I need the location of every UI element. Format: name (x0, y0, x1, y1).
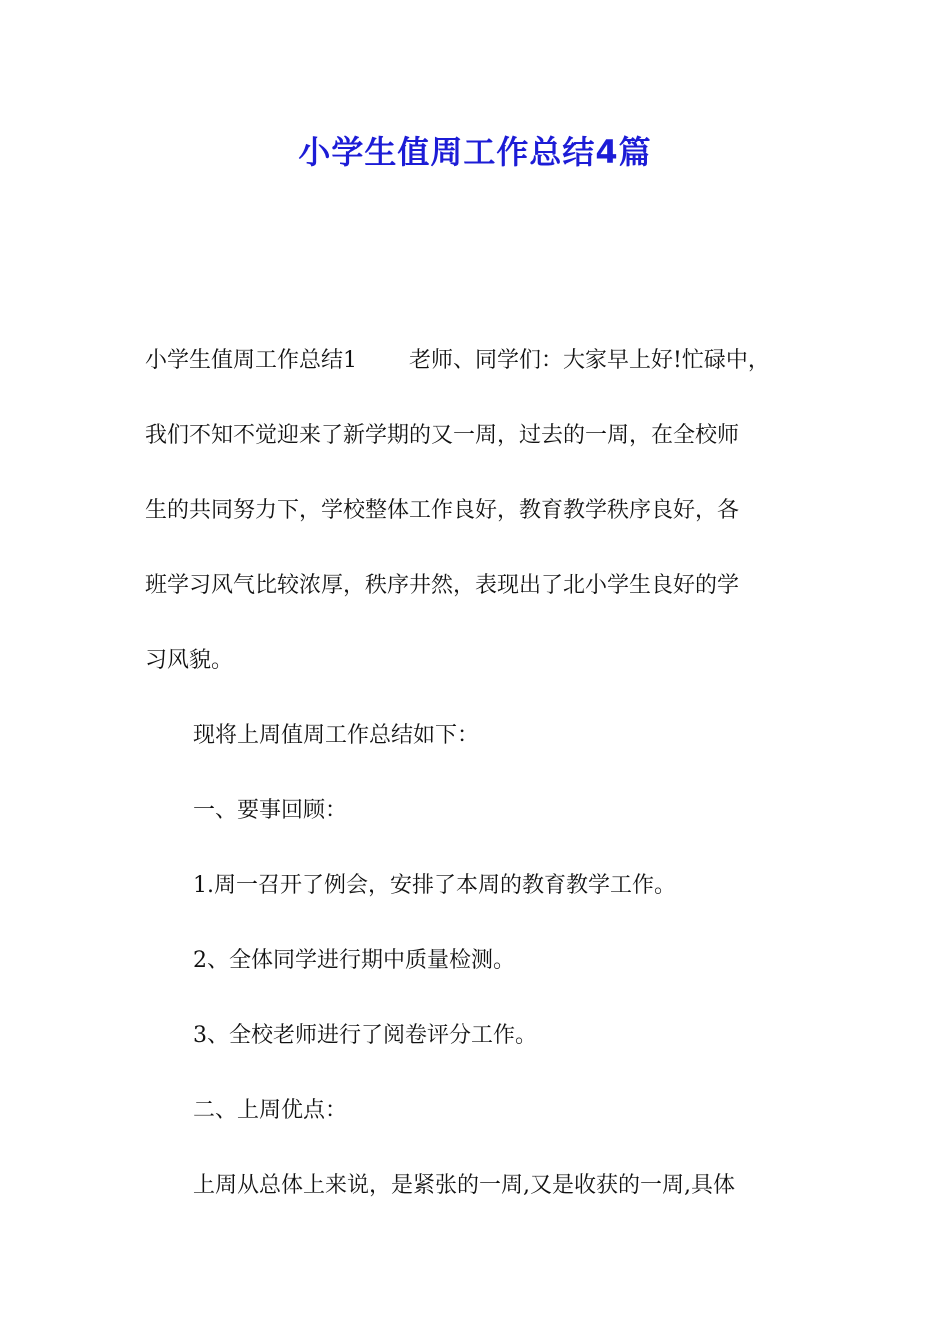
text-line: 上周从总体上来说，是紧张的一周,又是收获的一周,具体 (193, 1173, 735, 1198)
list-item: 1.周一召开了例会，安排了本周的教育教学工作。 (193, 873, 676, 898)
text-line: 我们不知不觉迎来了新学期的又一周，过去的一周，在全校师 (145, 423, 740, 448)
section-heading-1: 小学生值周工作总结1 (145, 348, 357, 373)
list-item: 2、全体同学进行期中质量检测。 (193, 948, 515, 973)
text-line: 生的共同努力下，学校整体工作良好，教育教学秩序良好，各 (145, 498, 740, 523)
list-item: 3、全校老师进行了阅卷评分工作。 (193, 1023, 537, 1048)
section-heading: 一、要事回顾： (193, 798, 348, 823)
section-heading: 二、上周优点： (193, 1098, 348, 1123)
text-fragment: 老师、同学们：大家早上好!忙碌中， (409, 348, 770, 373)
text-line: 习风貌。 (145, 648, 234, 673)
text-line: 班学习风气比较浓厚，秩序井然，表现出了北小学生良好的学 (145, 573, 740, 598)
document-title: 小学生值周工作总结4篇 (298, 133, 652, 171)
paragraph-intro (145, 323, 845, 1223)
text-line: 现将上周值周工作总结如下： (193, 723, 480, 748)
text-line (145, 323, 845, 398)
